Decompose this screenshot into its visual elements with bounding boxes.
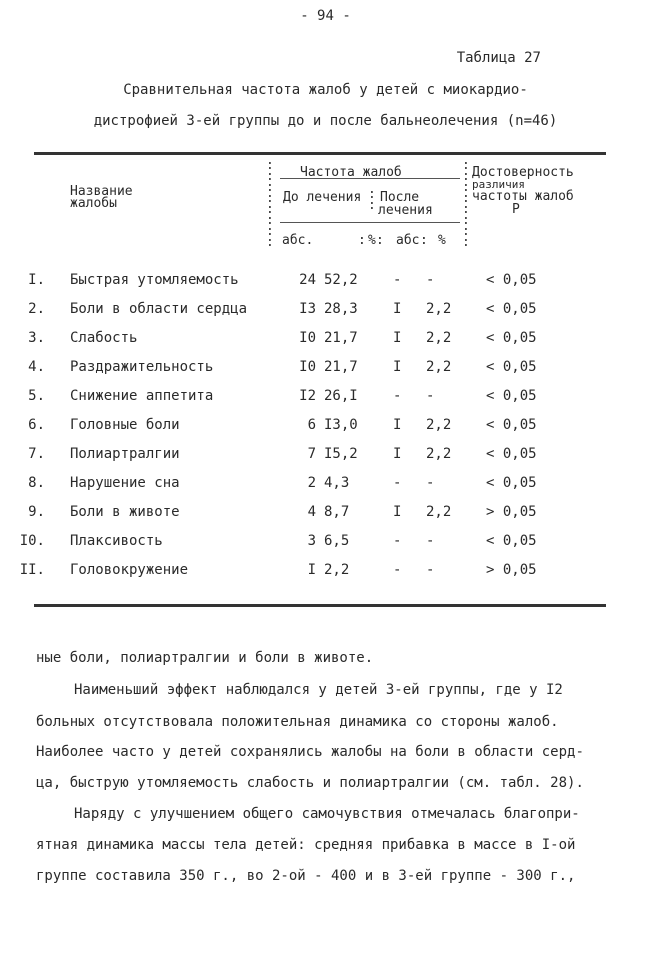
pct-after: 2,2: [426, 446, 452, 462]
table-row: [0, 562, 651, 586]
header-frequency-group: Частота жалоб: [300, 165, 402, 180]
paragraph-line: ца, быструю утомляемость слабость и полиартралгии (см. табл. 28).: [36, 775, 584, 791]
table-row: [0, 359, 651, 383]
p-value: < 0,05: [486, 272, 537, 288]
complaint-name: Головокружение: [70, 562, 189, 578]
row-number: I0.: [19, 533, 45, 549]
abs-before: I3: [299, 301, 316, 317]
abs-after: I: [393, 301, 402, 317]
p-value: < 0,05: [486, 533, 537, 549]
pct-before: I5,2: [324, 446, 358, 462]
table-row: [0, 533, 651, 557]
abs-after: I: [393, 446, 402, 462]
abs-before: I: [307, 562, 316, 578]
complaint-name: Раздражительность: [70, 359, 214, 375]
complaint-name: Снижение аппетита: [70, 388, 214, 404]
row-number: 5.: [28, 388, 45, 404]
header-reliability-line-3: частоты жалоб: [472, 189, 574, 204]
table-row: [0, 388, 651, 412]
row-number: 7.: [28, 446, 45, 462]
header-separator-right: : : : : : : : :: [462, 158, 470, 250]
pct-before: I3,0: [324, 417, 358, 433]
header-name-line-1: Название: [70, 184, 133, 199]
abs-before: I0: [299, 359, 316, 375]
table-row: [0, 417, 651, 441]
abs-after: I: [393, 359, 402, 375]
pct-before: 8,7: [324, 504, 350, 520]
complaint-name: Полиартралгии: [70, 446, 180, 462]
paragraph-line: группе составила 350 г., во 2-ой - 400 и в 3-ей группе - 300 г.,: [36, 868, 576, 884]
p-value: < 0,05: [486, 388, 537, 404]
paragraph-line: ятная динамика массы тела детей: средняя прибавка в массе в I-ой: [36, 837, 576, 853]
paragraph-line: Наиболее часто у детей сохранялись жалобы на боли в области серд-: [36, 744, 584, 760]
table-row: [0, 446, 651, 470]
row-number: II.: [19, 562, 45, 578]
header-after-line-2: лечения: [378, 203, 433, 218]
pct-before: 26,I: [324, 388, 358, 404]
row-number: 8.: [28, 475, 45, 491]
abs-before: 6: [307, 417, 316, 433]
header-reliability-line-1: Достоверность: [472, 165, 574, 180]
p-value: > 0,05: [486, 504, 537, 520]
header-separator-mid: : :: [368, 187, 376, 213]
abs-after: -: [393, 533, 402, 549]
p-value: < 0,05: [486, 330, 537, 346]
pct-before: 6,5: [324, 533, 350, 549]
table-label: Таблица 27: [456, 50, 541, 66]
header-separator-left: : : : : : : : :: [266, 158, 274, 250]
table-row: [0, 475, 651, 499]
abs-after: -: [393, 475, 402, 491]
abs-before: 7: [307, 446, 316, 462]
pct-after: -: [426, 562, 435, 578]
pct-after: 2,2: [426, 301, 452, 317]
pct-before: 2,2: [324, 562, 350, 578]
document-page: - 94 - Таблица 27 Сравнительная частота жалоб у детей с миокардио- дистрофией 3-ей группы до и после бальнеолечения (n=46) Название жалобы : : : : : : : : Частота жалоб До лечения : : После лечения абс. % : абс : % : : : : : : : : : Достоверность различия частоты жалоб P I. Быстрая утомляемость 24 52,2 - - < 0,05 2. Боли в области сердца I3 28,3 I 2,2 < 0,05 3. Слабость I0 21,7 I 2,2 < 0,05 4. Раздражительность I0 21,7 I 2,2 < 0,05 5. Снижение аппетита I2 26,I - - < 0,05 6. Головные боли 6 I3,0 I 2,2 < 0,05 7. Полиартралгии 7 I5,2 I 2,2 < 0,05 8. Нарушение сна 2 4,3 - - < 0,05 9. Боли в животе 4 8,7 I 2,2 > 0,05 I0. Плаксивость 3 6,5 - - < 0,05 II. Головокружение I 2,2 - - > 0,05 ные боли, полиартралгии и боли в животе. Наименьший эффект наблюдался у детей 3-ей группы, где у I2 больных отсутствовала положительная динамика со стороны жалоб. Наиболее часто у детей сохранялись жалобы на боли в области серд- ца, быструю утомляемость слабость и полиартралгии (см. табл. 28). Наряду с улучшением общего самочувствия отмечалась благопри- ятная динамика массы тела детей: средняя прибавка в массе в I-ой группе составила 350 г., во 2-ой - 400 и в 3-ей группе - 300 г.,: [0, 0, 651, 960]
table-row: [0, 272, 651, 296]
abs-after: I: [393, 330, 402, 346]
header-sub-underline: [280, 222, 460, 223]
complaint-name: Быстрая утомляемость: [70, 272, 239, 288]
row-number: 4.: [28, 359, 45, 375]
pct-after: -: [426, 388, 435, 404]
pct-after: 2,2: [426, 504, 452, 520]
complaint-name: Головные боли: [70, 417, 180, 433]
complaint-name: Слабость: [70, 330, 138, 346]
table-top-rule: [34, 152, 606, 155]
paragraph-line: больных отсутствовала положительная динамика со стороны жалоб.: [36, 714, 559, 730]
table-row: [0, 504, 651, 528]
complaint-name: Плаксивость: [70, 533, 163, 549]
p-value: > 0,05: [486, 562, 537, 578]
pct-after: 2,2: [426, 359, 452, 375]
row-number: 3.: [28, 330, 45, 346]
abs-after: -: [393, 562, 402, 578]
row-number: 6.: [28, 417, 45, 433]
header-abs-before: абс.: [282, 233, 314, 248]
abs-after: -: [393, 388, 402, 404]
header-reliability-p: P: [512, 202, 520, 217]
complaint-name: Нарушение сна: [70, 475, 180, 491]
page-number: - 94 -: [300, 8, 351, 24]
pct-before: 52,2: [324, 272, 358, 288]
header-reliability-line-2: различия: [472, 178, 525, 191]
abs-after: I: [393, 417, 402, 433]
header-pct-after: %: [438, 233, 446, 248]
abs-after: -: [393, 272, 402, 288]
header-before: До лечения: [283, 190, 362, 205]
abs-before: 24: [299, 272, 316, 288]
abs-before: I0: [299, 330, 316, 346]
table-title-line-2: дистрофией 3-ей группы до и после бальнеолечения (n=46): [93, 113, 558, 129]
table-row: [0, 330, 651, 354]
header-abs-after: абс: [396, 233, 420, 248]
pct-after: -: [426, 533, 435, 549]
p-value: < 0,05: [486, 417, 537, 433]
p-value: < 0,05: [486, 446, 537, 462]
p-value: < 0,05: [486, 359, 537, 375]
paragraph-line: ные боли, полиартралгии и боли в животе.: [36, 650, 374, 666]
header-name-line-2: жалобы: [70, 196, 117, 211]
p-value: < 0,05: [486, 475, 537, 491]
row-number: I.: [28, 272, 45, 288]
abs-before: 2: [307, 475, 316, 491]
table-bottom-rule: [34, 604, 606, 607]
pct-before: 28,3: [324, 301, 358, 317]
abs-before: 3: [307, 533, 316, 549]
pct-after: 2,2: [426, 417, 452, 433]
row-number: 9.: [28, 504, 45, 520]
pct-after: 2,2: [426, 330, 452, 346]
pct-after: -: [426, 475, 435, 491]
abs-before: 4: [307, 504, 316, 520]
complaint-name: Боли в области сердца: [70, 301, 248, 317]
complaint-name: Боли в животе: [70, 504, 180, 520]
table-title-line-1: Сравнительная частота жалоб у детей с миокардио-: [123, 82, 528, 98]
abs-before: I2: [299, 388, 316, 404]
paragraph-line: Наряду с улучшением общего самочувствия отмечалась благопри-: [74, 806, 580, 822]
pct-before: 21,7: [324, 359, 358, 375]
header-pct-before: %: [368, 233, 376, 248]
row-number: 2.: [28, 301, 45, 317]
paragraph-line: Наименьший эффект наблюдался у детей 3-ей группы, где у I2: [74, 682, 563, 698]
abs-after: I: [393, 504, 402, 520]
table-row: [0, 301, 651, 325]
pct-after: -: [426, 272, 435, 288]
header-frequency-underline: [280, 178, 460, 179]
p-value: < 0,05: [486, 301, 537, 317]
pct-before: 21,7: [324, 330, 358, 346]
header-after-line-1: После: [380, 190, 420, 205]
pct-before: 4,3: [324, 475, 350, 491]
